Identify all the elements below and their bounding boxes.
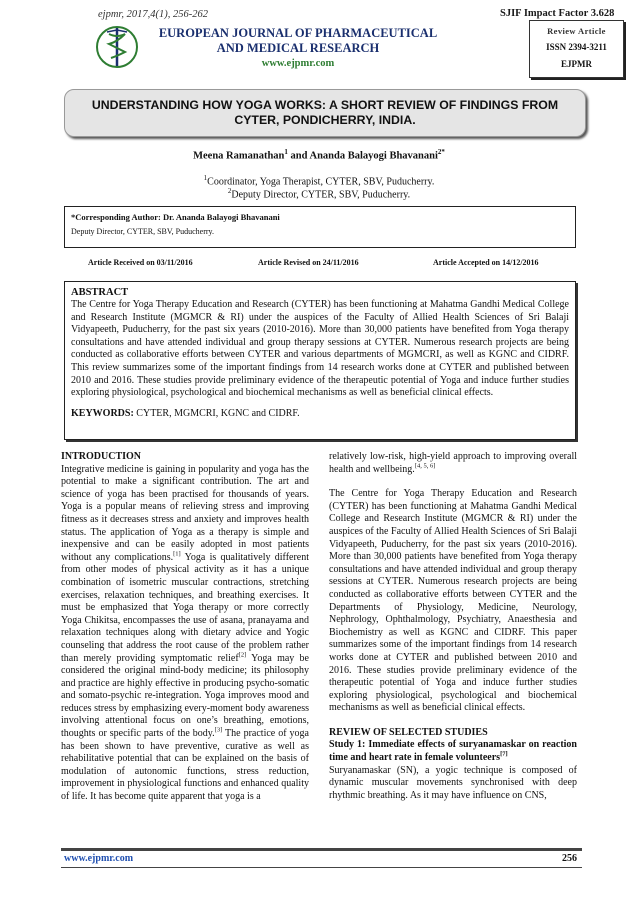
- keywords: [71, 408, 569, 419]
- citation-ref: [1]: [173, 550, 181, 558]
- keywords-list: CYTER, MGMCRI, KGNC and CIDRF.: [133, 407, 300, 419]
- citation-ref: [3]: [214, 726, 223, 734]
- intro-continued-paragraph: [329, 451, 577, 476]
- date-accepted: Article Accepted on 14/12/2016: [433, 258, 539, 267]
- citation-ref: [4, 5, 6]: [414, 462, 436, 470]
- intro-text-d: The practice of yoga has been shown to have preventive, curative as well as rehabilitative potential that can be explained on the basis of modulation of autonomic functions, stress reduction, improvement in physiological functions and enhanced quality of life. It has become quite apparent that yoga is a: [61, 728, 309, 803]
- intro-continued-text: relatively low-risk, high-yield approach to improving overall health and wellbeing.: [329, 451, 577, 475]
- abstract-box: [64, 281, 576, 440]
- author-1: Meena Ramanathan: [193, 150, 285, 162]
- page-number: 256: [562, 853, 577, 864]
- right-column: [329, 451, 577, 802]
- intro-text-b: Yoga is qualitatively different from other modes of physical activity as it has a unique combination of isometric muscular contractions, stretching exercises, relaxation techniques, and breathing exercises. It must be emphasized that Yoga therapy or more correctly Yoga Chikitsa, encompasses the use of asana, pranayama and relaxation techniques along with dietary advice and Yogic counseling that address the root cause of the problem rather than merely providing symptomatic relief: [61, 551, 310, 664]
- cyter-paragraph: The Centre for Yoga Therapy Education and Research (CYTER) has been functioning at Mahatma Gandhi Medical College and Research Institute (MGMCR & RI) under the auspices of the Faculty of Allied Health Sciences of Sri Balaji Vidyapeeth, Puducherry, for the past six years (2010-2016). More than 30,000 patients have benefited from Yoga therapy consultations and have attended individual and group therapy sessions at CYTER. Numerous research projects are being conducted as collaborative efforts between CYTER and the Departments of Physiology, Medicine, Neurology, Nephrology, Ophthalmology, Psychiatry, Anaesthesia and Biochemistry as well as KGNC and CIDRF. This paper summarizes some of the important findings from 14 research works done at CYTER and published between 2010 and 2016. These studies provide preliminary evidence of the therapeutic potential of Yoga and induce further studies exploring physiological, psychological and biochemical mechanisms as well as beneficial clinical effects.: [329, 488, 577, 714]
- journal-name-line1: EUROPEAN JOURNAL OF PHARMACEUTICAL: [158, 26, 438, 40]
- corresponding-author-heading: *Corresponding Author: Dr. Ananda Balayogi Bhavanani: [71, 212, 280, 222]
- left-column: [61, 451, 309, 804]
- issn-box: [529, 20, 624, 78]
- article-title-line2: CYTER, PONDICHERRY, INDIA.: [234, 113, 416, 127]
- affiliation-2: [0, 187, 638, 200]
- citation-ref: [2]: [238, 651, 247, 659]
- abstract-body: The Centre for Yoga Therapy Education and Research (CYTER) has been functioning at Mahatma Gandhi Medical College and Research Institute (MGMCR & RI) under the auspices of the Faculty of Allied Health Sciences of Sri Balaji Vidyapeeth, Puducherry, for the past six years (2010-2016). More than 30,000 patients have benefited from Yoga therapy consultations and have attended individual and group therapy sessions at CYTER. Numerous research projects are being conducted as collaborative efforts between CYTER and various departments of MGMCRI, as well as KGNC and CIDRF. This review summarizes some of the important findings from 14 research works done at CYTER and published between 2010 and 2016. These studies provide preliminary evidence of the therapeutic potential of Yoga and induce further studies exploring physiological, psychological and biochemical mechanisms as well as beneficial clinical effects.: [71, 299, 569, 399]
- article-title-line1: UNDERSTANDING HOW YOGA WORKS: A SHORT REVIEW OF FINDINGS FROM: [91, 98, 559, 112]
- affiliation-2-text: Deputy Director, CYTER, SBV, Puducherry.: [231, 189, 411, 201]
- affiliation-1-marker: 1: [203, 174, 208, 182]
- caduceus-logo-icon: [95, 22, 139, 72]
- impact-factor: SJIF Impact Factor 3.628: [500, 8, 615, 19]
- corresponding-author-address: Deputy Director, CYTER, SBV, Puducherry.: [71, 227, 214, 236]
- issn-number: ISSN 2394-3211: [546, 42, 607, 52]
- journal-citation: ejpmr, 2017,4(1), 256-262: [98, 9, 208, 20]
- author-2: and Ananda Balayogi Bhavanani: [287, 150, 438, 162]
- article-title: [92, 98, 558, 128]
- date-received: Article Received on 03/11/2016: [88, 258, 193, 267]
- date-revised: Article Revised on 24/11/2016: [258, 258, 359, 267]
- affiliation-1: [0, 174, 638, 187]
- affiliation-2-marker: 2: [227, 187, 232, 195]
- author-1-affil-ref: 1: [284, 148, 288, 156]
- footer-divider: [61, 848, 582, 851]
- footer-url-link[interactable]: www.ejpmr.com: [64, 853, 134, 864]
- corresponding-author-box: [64, 206, 576, 248]
- journal-abbreviation: EJPMR: [561, 59, 592, 69]
- footer-divider-bottom: [61, 867, 582, 868]
- introduction-paragraph: [61, 464, 309, 804]
- article-title-box: [64, 89, 586, 137]
- introduction-heading: INTRODUCTION: [61, 451, 142, 462]
- journal-name: [138, 26, 458, 56]
- review-heading: REVIEW OF SELECTED STUDIES: [329, 726, 488, 738]
- journal-name-line2: AND MEDICAL RESEARCH: [216, 41, 380, 55]
- article-type-label: Review Article: [547, 26, 606, 36]
- abstract-heading: ABSTRACT: [71, 287, 129, 298]
- study-1-title-text: Study 1: Immediate effects of suryanamaskar on reaction time and heart rate in female volunteers: [329, 739, 577, 764]
- affiliation-1-text: Coordinator, Yoga Therapist, CYTER, SBV, Puducherry.: [207, 176, 435, 188]
- author-list: [0, 148, 638, 162]
- intro-text-a: Integrative medicine is gaining in popularity and yoga has the potential to make a significant contribution. The art and science of yoga has been practised for thousands of years. Yoga is a popular means of relieving stress and improving fitness as it decreases stress and anxiety and improves health status. The application of Yoga as a therapy is simple and inexpensive and can be easily adopted in most patients without any complications.: [61, 463, 309, 563]
- study-1-title: [329, 739, 577, 764]
- intro-text-c: Yoga may be considered the original mind-body medicine; its philosophy and practice are highly effective in producing psycho-somatic and somato-psychic re-integration. Yoga improves mood and reduces stress by emphasizing every-moment body awareness involving attentional focus on one’s breathing, emotions, thoughts or specific parts of the body.: [61, 652, 309, 740]
- citation-ref: [7]: [500, 750, 508, 758]
- keywords-label: KEYWORDS:: [71, 407, 134, 419]
- study-1-paragraph: Suryanamaskar (SN), a yogic technique is composed of dynamic muscular movements synchronised with deep rhythmic breathing. As it may have influence on CNS,: [329, 764, 577, 801]
- author-2-affil-ref: 2*: [437, 148, 445, 156]
- journal-url-link[interactable]: www.ejpmr.com: [261, 58, 335, 69]
